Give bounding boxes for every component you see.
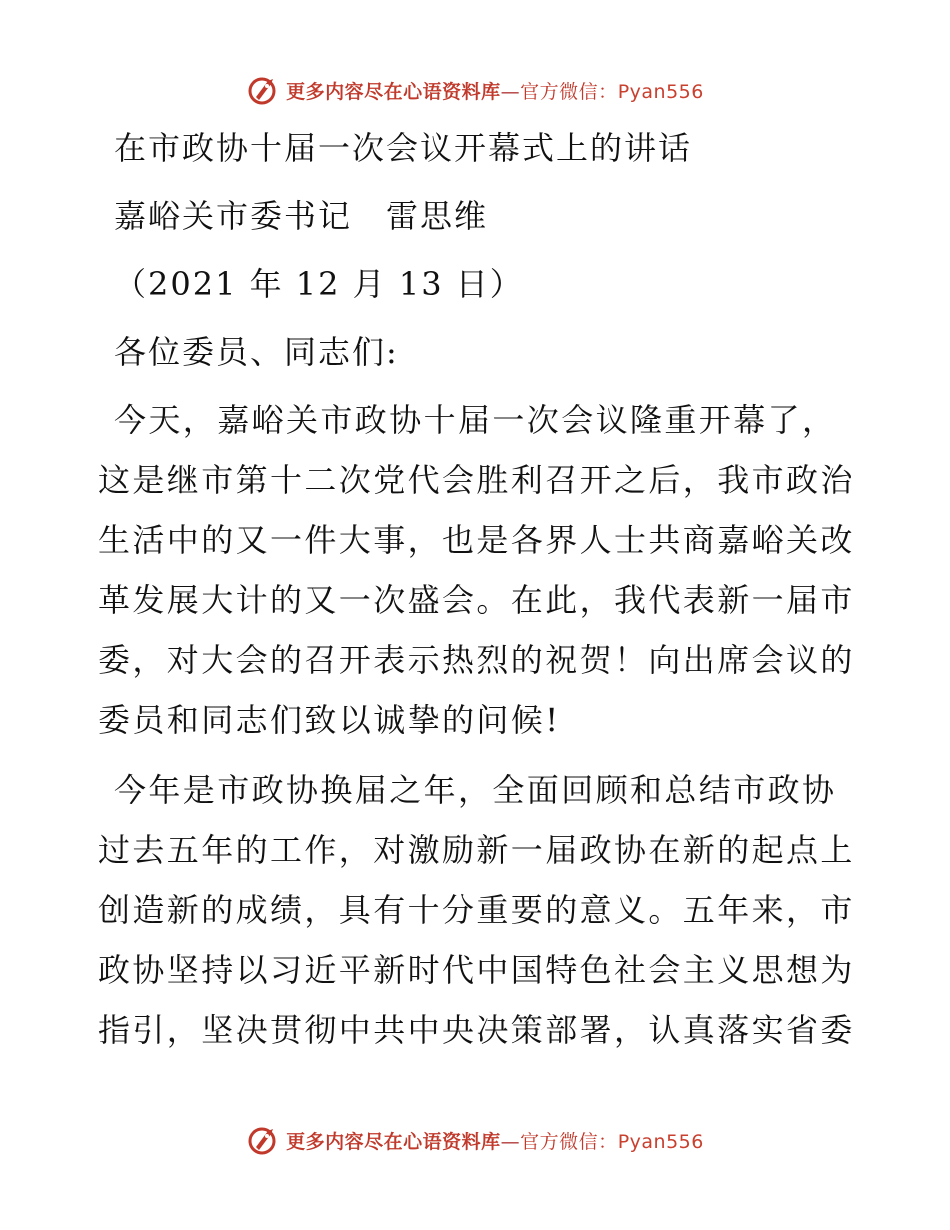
- paragraph-line: 创造新的成绩，具有十分重要的意义。五年来，市: [98, 891, 855, 929]
- watermark-id: Pyan556: [617, 1130, 704, 1153]
- paragraph-line: 革发展大计的又一次盛会。在此，我代表新一届市: [98, 581, 855, 619]
- watermark-id: Pyan556: [617, 80, 704, 103]
- paragraph-line: 政协坚持以习近平新时代中国特色社会主义思想为: [98, 951, 855, 989]
- paragraph: [98, 390, 858, 750]
- header-watermark: [0, 70, 950, 110]
- watermark-dash: —: [500, 1130, 521, 1153]
- watermark-dash: —: [500, 80, 521, 103]
- document-author: 嘉峪关市委书记 雷思维: [114, 197, 489, 235]
- watermark-sub: 官方微信：: [520, 1130, 618, 1153]
- watermark-sub: 官方微信：: [520, 80, 618, 103]
- document-title: 在市政协十届一次会议开幕式上的讲话: [114, 129, 693, 167]
- watermark-main: 更多内容尽在心语资料库: [286, 1130, 501, 1153]
- paragraph: [98, 760, 858, 1060]
- document-body: [98, 118, 858, 1070]
- pen-nib-logo-icon: [246, 1123, 280, 1157]
- pen-nib-logo-icon: [246, 73, 280, 107]
- paragraph-line: 指引，坚决贯彻中共中央决策部署，认真落实省委: [98, 1011, 855, 1049]
- paragraph-line: 过去五年的工作，对激励新一届政协在新的起点上: [98, 831, 855, 869]
- paragraph-line: 这是继市第十二次党代会胜利召开之后，我市政治: [98, 461, 855, 499]
- watermark-text: [286, 77, 704, 104]
- footer-watermark: [0, 1120, 950, 1160]
- document-date: （2021 年 12 月 13 日）: [114, 265, 524, 303]
- paragraph-line: 今年是市政协换届之年，全面回顾和总结市政协: [114, 771, 837, 809]
- paragraph-line: 委员和同志们致以诚挚的问候!: [98, 701, 561, 739]
- paragraph-line: 生活中的又一件大事，也是各界人士共商嘉峪关改: [98, 521, 855, 559]
- document-greeting: 各位委员、同志们:: [114, 333, 399, 371]
- paragraph-line: 今天，嘉峪关市政协十届一次会议隆重开幕了，: [114, 401, 837, 439]
- paragraph-line: 委，对大会的召开表示热烈的祝贺！向出席会议的: [98, 641, 855, 679]
- watermark-text: [286, 1127, 704, 1154]
- watermark-main: 更多内容尽在心语资料库: [286, 80, 501, 103]
